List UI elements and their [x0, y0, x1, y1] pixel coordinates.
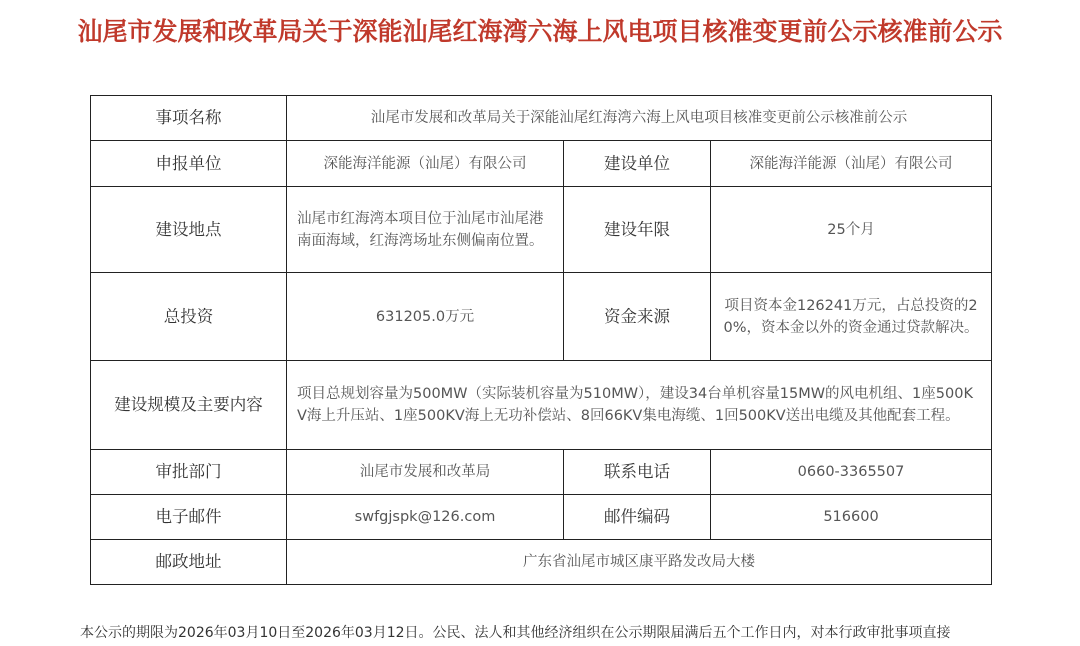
approver-label: 审批部门 [91, 450, 287, 495]
page-title: 汕尾市发展和改革局关于深能汕尾红海湾六海上风电项目核准变更前公示核准前公示 [77, 17, 1003, 46]
table-row [91, 495, 992, 540]
postcode-label: 邮件编码 [564, 495, 711, 540]
item-name-label: 事项名称 [91, 96, 287, 141]
announcement-table [90, 95, 992, 585]
table-row [91, 187, 992, 273]
item-name-value: 汕尾市发展和改革局关于深能汕尾红海湾六海上风电项目核准变更前公示核准前公示 [287, 96, 992, 141]
builder-value: 深能海洋能源（汕尾）有限公司 [711, 141, 992, 187]
period-label: 建设年限 [564, 187, 711, 273]
address-value: 广东省汕尾市城区康平路发改局大楼 [287, 540, 992, 585]
builder-label: 建设单位 [564, 141, 711, 187]
investment-label: 总投资 [91, 273, 287, 361]
phone-label: 联系电话 [564, 450, 711, 495]
scale-label: 建设规模及主要内容 [91, 361, 287, 450]
email-label: 电子邮件 [91, 495, 287, 540]
table-row [91, 361, 992, 450]
phone-value: 0660-3365507 [711, 450, 992, 495]
table-row [91, 273, 992, 361]
postcode-value: 516600 [711, 495, 992, 540]
location-value: 汕尾市红海湾本项目位于汕尾市汕尾港南面海域，红海湾场址东侧偏南位置。 [287, 187, 564, 273]
location-label: 建设地点 [91, 187, 287, 273]
funding-label: 资金来源 [564, 273, 711, 361]
applicant-value: 深能海洋能源（汕尾）有限公司 [287, 141, 564, 187]
footer-notice: 本公示的期限为2026年03月10日至2026年03月12日。公民、法人和其他经济组织在公示期限届满后五个工作日内，对本行政审批事项直接 [80, 625, 951, 641]
investment-value: 631205.0万元 [287, 273, 564, 361]
table-row [91, 96, 992, 141]
table-row [91, 540, 992, 585]
applicant-label: 申报单位 [91, 141, 287, 187]
table-row [91, 141, 992, 187]
period-value: 25个月 [711, 187, 992, 273]
approver-value: 汕尾市发展和改革局 [287, 450, 564, 495]
table-row [91, 450, 992, 495]
email-value: swfgjspk@126.com [287, 495, 564, 540]
funding-value: 项目资本金126241万元，占总投资的20%，资本金以外的资金通过贷款解决。 [711, 273, 992, 361]
address-label: 邮政地址 [91, 540, 287, 585]
scale-value: 项目总规划容量为500MW（实际装机容量为510MW），建设34台单机容量15MW的风电机组、1座500KV海上升压站、1座500KV海上无功补偿站、8回66KV集电海缆、1回500KV送出电缆及其他配套工程。 [287, 361, 992, 450]
